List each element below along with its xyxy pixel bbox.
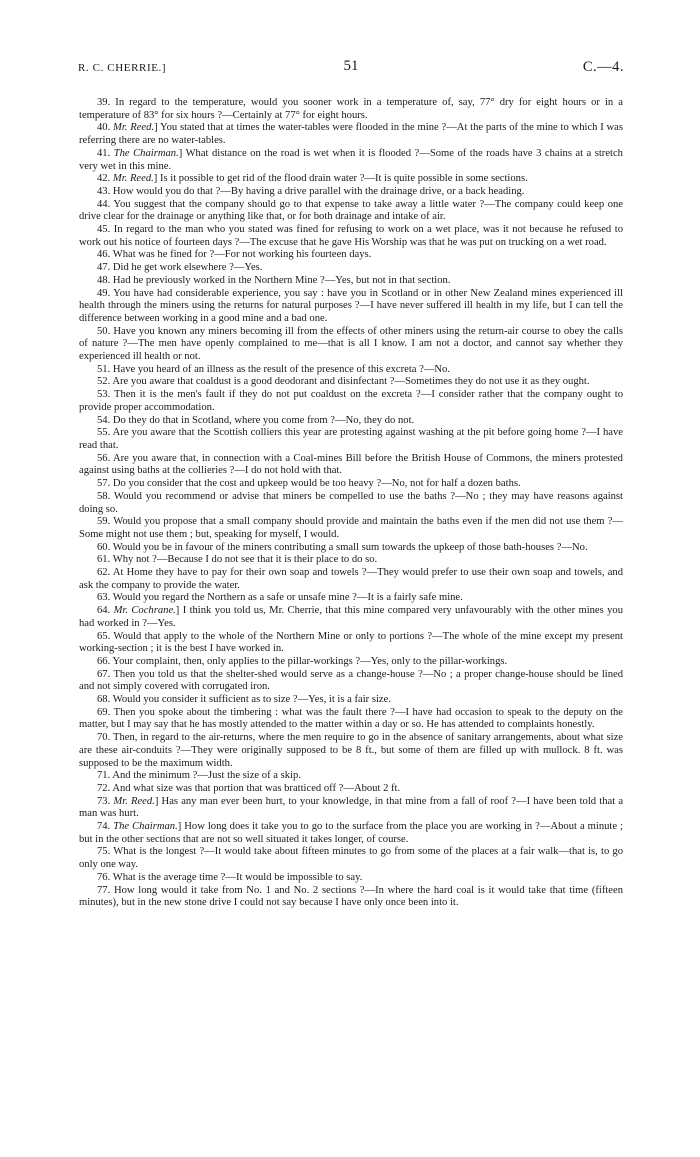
question-text: And what size was that portion that was bratticed off ?—About 2 ft. — [112, 782, 401, 794]
question-text: At Home they have to pay for their own soap and towels ?—They would prefer to use their own soap and towels, and ask the company to provide the water. — [79, 567, 623, 591]
question-text: Would you propose that a small company should provide and maintain the baths even if the men did not use them ?—Some might not use them ; but, speaking for myself, I would. — [79, 516, 623, 540]
question-text: Why not ?—Because I do not see that it is their place to do so. — [112, 554, 378, 566]
question-number: 51. — [97, 363, 113, 375]
question-answer — [79, 516, 623, 541]
question-answer — [79, 249, 623, 262]
question-number: 74. — [97, 821, 114, 833]
question-answer — [79, 376, 623, 389]
question-number: 72. — [97, 782, 113, 794]
question-answer — [79, 554, 623, 567]
question-number: 52. — [97, 376, 113, 388]
question-text: What was he fined for ?—For not working his fourteen days. — [112, 249, 372, 261]
question-number: 71. — [97, 770, 113, 782]
question-answer — [79, 872, 623, 885]
running-header — [78, 58, 624, 78]
question-number: 47. — [97, 262, 113, 274]
question-text: You stated that at times the water-tables were flooded in the mine ?—At the parts of the mine to which I was referring there are no water-tables. — [79, 122, 624, 147]
question-answer — [79, 453, 623, 478]
question-text: Would you be in favour of the miners contributing a small sum towards the upkeep of those bath-houses ?—No. — [112, 541, 588, 553]
question-answer — [79, 186, 623, 199]
question-number: 69. — [97, 706, 114, 718]
question-text: Had he previously worked in the Northern Mine ?—Yes, but not in that section. — [112, 274, 451, 286]
question-text: And the minimum ?—Just the size of a skip. — [112, 770, 301, 782]
question-number: 48. — [97, 274, 113, 286]
question-answer — [79, 224, 623, 249]
question-answer — [79, 783, 623, 796]
question-number: 59. — [97, 516, 114, 528]
question-number: 61. — [97, 554, 113, 566]
question-number: 39. — [97, 97, 116, 108]
question-number: 76. — [97, 871, 113, 883]
speaker-name: The Chairman. — [113, 147, 179, 159]
question-number: 65. — [97, 630, 114, 642]
question-answer — [79, 389, 623, 414]
document-code: C.—4. — [582, 59, 624, 75]
question-answer — [79, 846, 623, 871]
question-number: 63. — [97, 592, 113, 604]
question-number: 70. — [97, 732, 114, 744]
question-answer: 73. Mr. Reed.] Has any man ever been hurt, to your knowledge, in that mine from a fall of roof ?—I have been told that a man was hurt. — [79, 795, 624, 820]
question-text: Then you told us that the shelter-shed would serve as a change-house ?—No ; a proper change-house should be lined and not simply covered with corrugated iron. — [79, 668, 624, 693]
question-answer — [79, 732, 623, 770]
speaker-name: Mr. Cochrane. — [113, 605, 176, 617]
question-answer — [79, 427, 623, 452]
question-number: 54. — [97, 414, 113, 426]
page-number: 51 — [343, 58, 359, 74]
question-answer — [79, 656, 623, 669]
question-text: Is it possible to get rid of the flood drain water ?—It is quite possible in some sections. — [159, 173, 528, 185]
question-answer — [79, 631, 623, 656]
question-number: 49. — [97, 287, 114, 299]
question-text: Then you spoke about the timbering : what was the fault there ?—I have had occasion to speak to the deputy on the matter, but I may say that he has mostly attended to the matter within a day or so. He has attended to complaints honestly. — [79, 706, 624, 731]
question-number: 73. — [97, 795, 114, 807]
question-number: 67. — [97, 668, 114, 680]
question-answer — [79, 567, 623, 592]
question-text: In regard to the temperature, would you sooner work in a temperature of, say, 77° dry for eight hours or in a temperature of 83° for six hours ?—Certainly at 77° for eight hours. — [79, 97, 623, 121]
question-text: Have you known any miners becoming ill from the effects of other miners using the return-air course to obey the calls of nature ?—The men have openly complained to me—that is all I know. I am not a doctor, and cannot say whether they experienced ill health or not. — [79, 325, 624, 363]
question-answer — [79, 542, 623, 555]
question-text: How long would it take from No. 1 and No. 2 sections ?—In where the hard coal is it would take that time (fifteen minutes), but in the new stone drive I could not say because I have only once been into it. — [79, 884, 624, 909]
question-text: Are you aware that coaldust is a good deodorant and disinfectant ?—Sometimes they do not use it as they ought. — [112, 376, 590, 388]
witness-name: R. C. CHERRIE.] — [78, 62, 167, 74]
question-number: 45. — [97, 224, 114, 236]
question-text: Do they do that in Scotland, where you come from ?—No, they do not. — [112, 414, 415, 426]
question-number: 68. — [97, 694, 113, 706]
question-text: Are you aware that the Scottish colliers this year are protesting against washing at the pit before going home ?—I have read that. — [79, 427, 624, 451]
question-text: What distance on the road is wet when it is flooded ?—Some of the roads have 3 chains at a stretch very wet in this mine. — [79, 147, 623, 172]
question-text: Your complaint, then, only applies to the pillar-workings ?—Yes, only to the pillar-workings. — [112, 655, 508, 667]
question-answer: 42. Mr. Reed.] Is it possible to get rid of the flood drain water ?—It is quite possible in some sections. — [97, 173, 528, 185]
question-answer — [79, 415, 623, 428]
question-text: You suggest that the company should go to that expense to take away a little water ?—The company could keep one drive clear for the drainage or anything like that, or for both drainage and intake of air. — [79, 198, 624, 223]
question-text: Then it is the men's fault if they do not put coaldust on the excreta ?—I consider rather that the company ought to provide proper accommodation. — [79, 389, 623, 413]
question-text: You have had considerable experience, you say : have you in Scotland or in other New Zealand mines experienced ill health through the miners using the returns for natural purposes ?—I have never suffered ill health in my life, but I can tell the difference between working in a good mine and a bad one. — [79, 287, 624, 324]
question-number: 62. — [97, 567, 113, 579]
question-text: Then, in regard to the air-returns, where the men require to go in the absence of sanitary arrangements, about what size are these air-conduits ?—They were originally supposed to be 8 ft., but some of them are filled up with mullock. 8 ft. was supposed to be the maximum width. — [79, 732, 623, 769]
question-number: 43. — [97, 185, 113, 197]
question-number: 40. — [97, 122, 114, 134]
speaker-name: Mr. Reed. — [113, 122, 155, 134]
question-number: 56. — [97, 452, 113, 464]
question-number: 41. — [97, 147, 114, 159]
question-text: Would that apply to the whole of the Northern Mine or only to portions ?—The whole of the mine except my present working-section ; it is the best I have worked in. — [79, 630, 623, 655]
question-answer — [79, 694, 623, 707]
question-answer — [79, 707, 623, 732]
question-number: 66. — [97, 655, 113, 667]
question-answer — [79, 592, 623, 605]
question-number: 60. — [97, 541, 113, 553]
speaker-name: Mr. Reed. — [113, 795, 155, 807]
question-text: Would you recommend or advise that miners be compelled to use the baths ?—No ; they may have reasons against doing so. — [79, 490, 623, 515]
question-answer — [79, 97, 623, 122]
question-answer — [79, 669, 623, 694]
question-answer — [79, 326, 623, 364]
question-text: What is the average time ?—It would be impossible to say. — [112, 871, 363, 883]
evidence-text — [79, 97, 623, 910]
question-number: 75. — [97, 846, 114, 858]
question-answer — [79, 770, 623, 783]
question-text: What is the longest ?—It would take about fifteen minutes to go from some of the places at a fair walk—that is, to go only one way. — [79, 846, 624, 871]
question-text: Are you aware that, in connection with a Coal-mines Bill before the British House of Commons, the miners protested against using baths at the collieries ?—I do not hold with that. — [79, 452, 623, 477]
question-number: 46. — [97, 249, 113, 261]
question-answer — [79, 885, 623, 910]
question-number: 42. — [97, 173, 113, 185]
question-answer — [79, 199, 623, 224]
question-number: 58. — [97, 490, 114, 502]
question-text: Would you consider it sufficient as to size ?—Yes, it is a fair size. — [112, 694, 391, 706]
question-answer — [79, 275, 623, 288]
question-number: 50. — [97, 325, 114, 337]
question-answer — [79, 491, 623, 516]
question-number: 57. — [97, 478, 113, 490]
question-text: Did he get work elsewhere ?—Yes. — [112, 262, 263, 274]
question-answer — [79, 364, 623, 377]
question-answer: 64. Mr. Cochrane.] I think you told us, Mr. Cherrie, that this mine compared very unfavourably with the other mines you had worked in ?—Yes. — [79, 605, 624, 629]
question-text: Do you consider that the cost and upkeep would be too heavy ?—No, not for half a dozen baths. — [112, 478, 521, 490]
question-number: 77. — [97, 884, 114, 896]
question-number: 53. — [97, 389, 114, 401]
question-answer — [79, 262, 623, 275]
question-number: 55. — [97, 427, 113, 439]
question-number: 44. — [97, 198, 114, 210]
question-number: 64. — [97, 605, 114, 617]
question-text: How long does it take you to go to the surface from the place you are working in ?—About a minute ; but in the other sections that are not so well situated it takes longer, of course. — [79, 821, 623, 845]
question-text: Have you heard of an illness as the result of the presence of this excreta ?—No. — [112, 363, 451, 375]
question-text: Would you regard the Northern as a safe or unsafe mine ?—It is a fairly safe mine. — [112, 592, 463, 604]
question-answer — [79, 478, 623, 491]
question-answer — [79, 288, 623, 326]
question-answer: 40. Mr. Reed.] You stated that at times the water-tables were flooded in the mine ?—At the parts of the mine to which I was referring there are no water-tables. — [79, 122, 624, 147]
question-text: In regard to the man who you stated was fined for refusing to work on a wet place, was it not because he refused to work out his notice of fourteen days ?—The excuse that he gave His Worship was that he was put on trucking on a wet road. — [79, 224, 623, 248]
speaker-name: The Chairman. — [113, 821, 178, 833]
question-text: Has any man ever been hurt, to your knowledge, in that mine from a fall of roof ?—I have been told that a man was hurt. — [79, 795, 624, 820]
speaker-name: Mr. Reed. — [112, 173, 154, 185]
question-answer: 74. The Chairman.] How long does it take you to go to the surface from the place you are working in ?—About a minute ; but in the other sections that are not so well situated it takes longer, of course. — [79, 821, 623, 845]
question-text: I think you told us, Mr. Cherrie, that this mine compared very unfavourably with the other mines you had worked in ?—Yes. — [79, 605, 624, 629]
question-text: How would you do that ?—By having a drive parallel with the drainage drive, or a back heading. — [112, 185, 525, 197]
question-answer: 41. The Chairman.] What distance on the road is wet when it is flooded ?—Some of the roads have 3 chains at a stretch very wet in this mine. — [79, 147, 623, 172]
